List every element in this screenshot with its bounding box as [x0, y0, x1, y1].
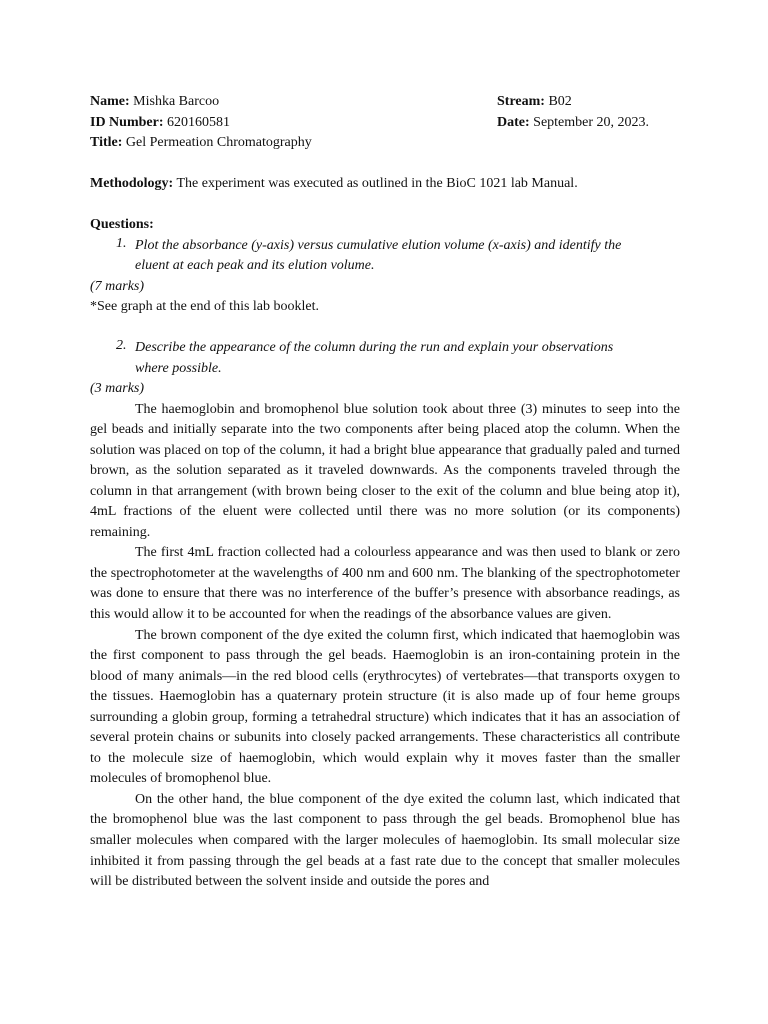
spacer: [90, 318, 680, 339]
question-2-number: 2.: [116, 338, 127, 353]
date-label: Date:: [497, 114, 530, 130]
title-label: Title:: [90, 135, 123, 150]
question-2-text-line2: where possible.: [135, 360, 222, 376]
question-1-number: 1.: [116, 235, 127, 251]
title-value: Gel Permeation Chromatography: [122, 135, 312, 150]
header-row-id: [90, 113, 680, 134]
name-label: Name:: [90, 94, 130, 109]
questions-label: Questions:: [90, 217, 154, 232]
stream-label: Stream:: [497, 94, 545, 109]
date-field: [497, 113, 649, 134]
stream-value: B02: [544, 94, 572, 109]
document-page: [90, 92, 680, 893]
question-1-text-line1: Plot the absorbance (y-axis) versus cumulative elution volume (x-axis) and identify the: [135, 237, 622, 253]
answer-paragraph-3: The brown component of the dye exited the column first, which indicated that haemoglobin was the first component to pass through the gel beads. Haemoglobin is an iron-containing protein in the blood of many animals—in the red blood cells (erythrocytes) of vertebrates—that transports oxygen to the tissues. Haemoglobin has a quaternary protein structure (it is also made up of four heme groups surrounding a globin group, forming a tetrahedral structure) which indicates that it has an association of several protein chains or subunits into closely packed arrangements. These characteristics all contribute to the molecule size of haemoglobin, which would explain why it moves faster than the smaller molecules of bromophenol blue.: [90, 627, 680, 787]
question-1-note: *See graph at the end of this lab booklet.: [90, 299, 319, 314]
title-field: [90, 135, 312, 150]
question-2: [90, 338, 680, 379]
questions-heading: [90, 215, 680, 236]
methodology-text: The experiment was executed as outlined in the BioC 1021 lab Manual.: [173, 176, 578, 191]
answer-paragraph-4: On the other hand, the blue component of the dye exited the column last, which indicated that the bromophenol blue was the last component to pass through the gel beads. Bromophenol blue has smaller molecules when compared with the larger molecules of haemoglobin. Its small molecular size inhibited it from passing through the gel beads at a fast rate due to the concept that smaller molecules will be distributed between the solvent inside and outside the pores and: [90, 791, 680, 890]
answer-paragraph-1: The haemoglobin and bromophenol blue solution took about three (3) minutes to seep into the gel beads and initially separate into the two components after being placed atop the column. When the solution was placed on top of the column, it had a bright blue appearance that gradually paled and turned brown, as the solution separated as it traveled downwards. As the components traveled through the column in that arrangement (with brown being closer to the exit of the column and blue being atop it), 4mL fractions of the eluent were collected until there was no more solution (or its components) remaining.: [90, 401, 680, 540]
stream-field: [497, 92, 572, 113]
question-1-text-line2: eluent at each peak and its elution volume.: [135, 258, 375, 273]
question-1: [90, 236, 680, 277]
header-row-name: [90, 92, 680, 113]
date-value: September 20, 2023.: [529, 114, 650, 130]
header-row-title: [90, 133, 680, 154]
id-value: 620160581: [163, 114, 230, 130]
question-1-marks: (7 marks): [90, 278, 145, 294]
name-value: Mishka Barcoo: [129, 94, 220, 109]
name-field: [90, 94, 219, 109]
answer-paragraph-2: The first 4mL fraction collected had a colourless appearance and was then used to blank or zero the spectrophotometer at the wavelengths of 400 nm and 600 nm. The blanking of the spectrophotometer was done to ensure that there was no interference of the buffer’s presence with absorbance readings, as this would allow it to be accounted for when the readings of the absorbance values are given.: [90, 545, 680, 622]
spacer: [90, 195, 680, 216]
question-2-marks: (3 marks): [90, 381, 145, 396]
question-2-text-line1: Describe the appearance of the column during the run and explain your observations: [135, 340, 614, 355]
methodology: [90, 174, 680, 195]
id-field: [90, 115, 230, 130]
spacer: [90, 154, 680, 175]
id-label: ID Number:: [90, 114, 164, 130]
methodology-label: Methodology:: [90, 176, 174, 191]
